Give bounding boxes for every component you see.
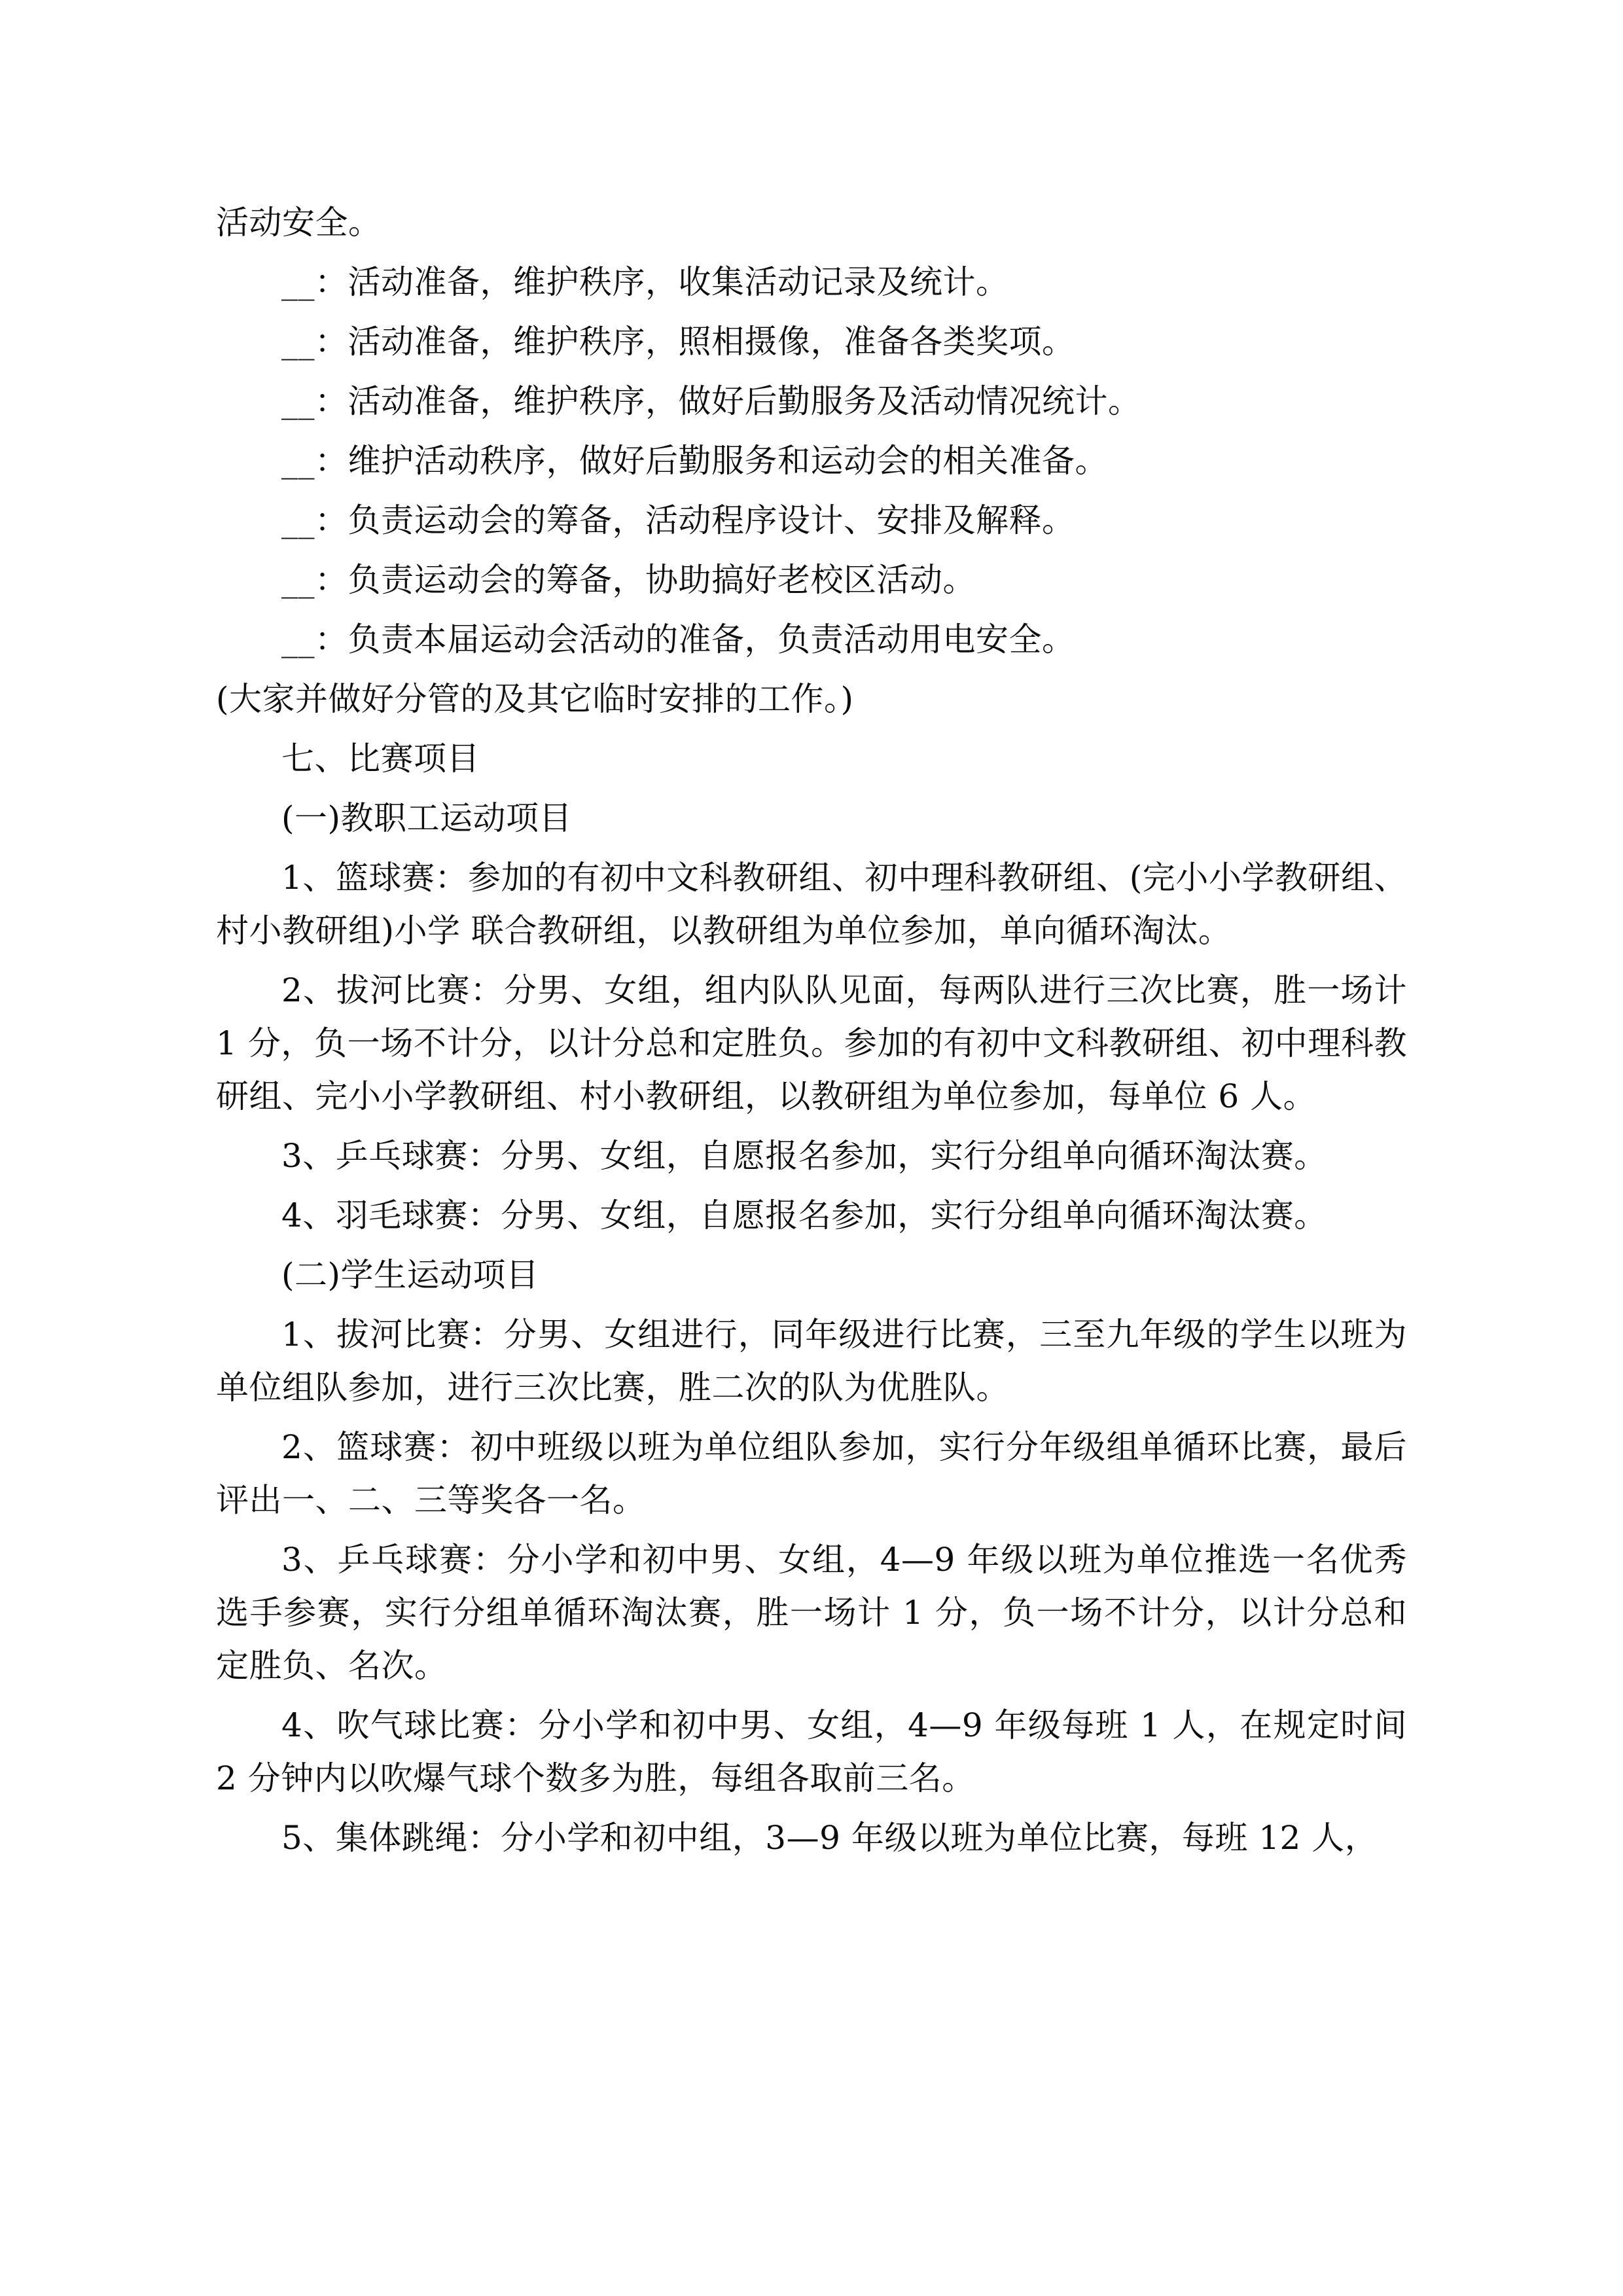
paragraph: __：活动准备，维护秩序，做好后勤服务及活动情况统计。 xyxy=(281,382,1141,420)
subsection-heading: (二)学生运动项目 xyxy=(281,1256,539,1294)
paragraph: __：维护活动秩序，做好后勤服务和运动会的相关准备。 xyxy=(281,442,1108,480)
paragraph: 4、吹气球比赛：分小学和初中男、女组，4—9 年级每班 1 人，在规定时间 2 分钟内以吹爆气球个数多为胜，每组各取前三名。 xyxy=(216,1706,1407,1797)
section-heading: 七、比赛项目 xyxy=(281,740,480,778)
paragraph: 2、拔河比赛：分男、女组，组内队队见面，每两队进行三次比赛，胜一场计 1 分，负一场不计分，以计分总和定胜负。参加的有初中文科教研组、初中理科教研组、完小小学教研组、村小教研组，以教研组为单位参加，每单位 6 人。 xyxy=(216,971,1407,1115)
document-body xyxy=(216,196,1407,1865)
paragraph: 1、篮球赛：参加的有初中文科教研组、初中理科教研组、(完小小学教研组、村小教研组)小学 联合教研组，以教研组为单位参加，单向循环淘汰。 xyxy=(216,859,1407,950)
paragraph: __：负责运动会的筹备，活动程序设计、安排及解释。 xyxy=(281,501,1075,539)
paragraph: (大家并做好分管的及其它临时安排的工作。) xyxy=(216,680,854,718)
paragraph: 5、集体跳绳：分小学和初中组，3—9 年级以班为单位比赛，每班 12 人， xyxy=(281,1819,1378,1857)
paragraph: 活动安全。 xyxy=(216,204,382,242)
paragraph: __：负责运动会的筹备，协助搞好老校区活动。 xyxy=(281,561,976,599)
paragraph: 1、拔河比赛：分男、女组进行，同年级进行比赛，三至九年级的学生以班为单位组队参加，进行三次比赛，胜二次的队为优胜队。 xyxy=(216,1316,1407,1407)
paragraph: 3、乒乓球赛：分男、女组，自愿报名参加，实行分组单向循环淘汰赛。 xyxy=(281,1137,1327,1175)
paragraph: __：活动准备，维护秩序，照相摄像，准备各类奖项。 xyxy=(281,323,1075,361)
paragraph: __：活动准备，维护秩序，收集活动记录及统计。 xyxy=(281,263,1009,301)
paragraph: 4、羽毛球赛：分男、女组，自愿报名参加，实行分组单向循环淘汰赛。 xyxy=(281,1196,1327,1234)
paragraph: __：负责本届运动会活动的准备，负责活动用电安全。 xyxy=(281,620,1075,658)
subsection-heading: (一)教职工运动项目 xyxy=(281,799,573,837)
paragraph: 3、乒乓球赛：分小学和初中男、女组，4—9 年级以班为单位推选一名优秀选手参赛，实行分组单循环淘汰赛，胜一场计 1 分，负一场不计分，以计分总和定胜负、名次。 xyxy=(216,1541,1407,1685)
paragraph: 2、篮球赛：初中班级以班为单位组队参加，实行分年级组单循环比赛，最后评出一、二、三等奖各一名。 xyxy=(216,1428,1407,1519)
